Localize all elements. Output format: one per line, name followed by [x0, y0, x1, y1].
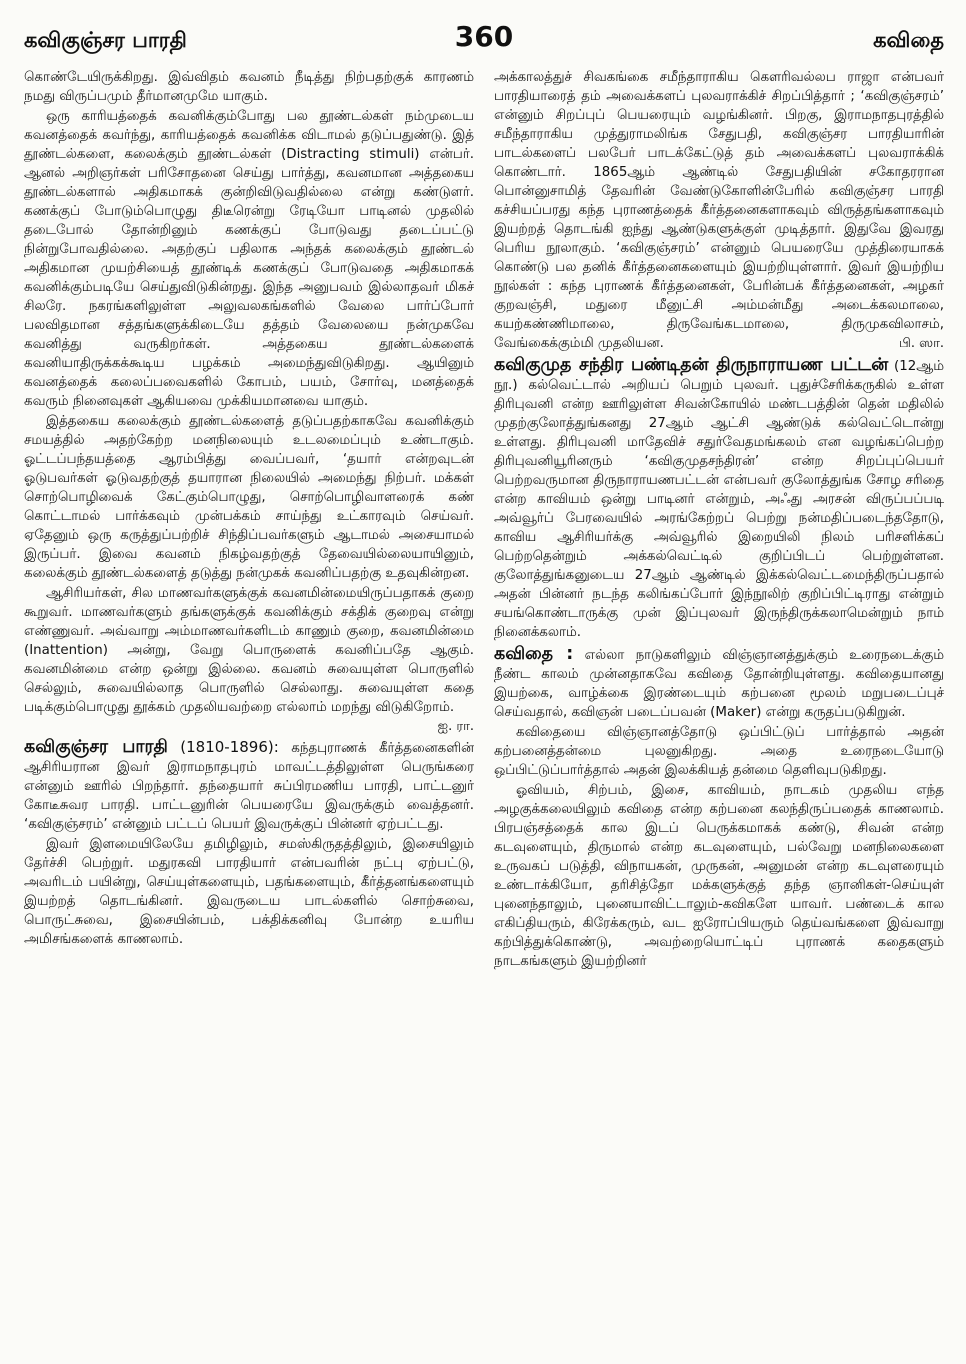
entry-title: கவிதை :: [494, 644, 574, 664]
page-header: [24, 20, 944, 60]
author-signature: ஐ. ரா.: [437, 719, 474, 734]
entry-paragraph: [494, 643, 944, 722]
left-column: [24, 68, 474, 1346]
entry-paragraph: [494, 354, 944, 642]
paragraph-text: எல்லா நாடுகளிலும் விஞ்ஞானத்துக்கும் உரைநடைக்கும் நீண்ட காலம் முன்னதாகவே கவிதை தோன்றியுள்ளது. கவிதையானது இயற்கை, வாழ்க்கை இரண்டையும் கற்பனை மூலம் மறுபடைப்புச் செய்வதால், கவிஞன் படைப்பவன் (Maker) என்று கருதப்படுகிறுன்.: [494, 648, 944, 720]
entry-title: கவிகுஞ்சர பாரதி: [24, 737, 168, 757]
right-column: [494, 68, 944, 1346]
paragraph: கவிதையை விஞ்ஞானத்தோடு ஒப்பிட்டுப் பார்த்தால் அதன் கற்பனைத்தன்மை புலனுகிறது. அதை உரைநடையோடு ஒப்பிட்டுப்பார்த்தால் அதன் இலக்கியத் தன்மை தெளிவுபடுகிறது.: [494, 725, 944, 778]
paragraph: [24, 584, 474, 734]
author-signature: பி. ஸா.: [898, 336, 944, 351]
paragraph-text: (12ஆம் நூ.) கல்வெட்டால் அறியப் பெறும் புலவர். புதுச்சேரிக்கருகில் உள்ள திரிபுவனி என்ற ஊரிலுள்ள சிவன்கோயில் மண்டபத்தின் தென் மதிலில் முதற்குலோத்துங்கனது 27ஆம் ஆட்சி ஆண்டுக் கல்வெட்டொன்று உள்ளது. திரிபுவனி மாதேவிச் சதுர்வேதமங்கலம் என வழங்கப்பெற்ற திரிபுவனியூரினரும் ‘கவிகுமுதசந்திரன்’ என்ற சிறப்புப்பெயர் பெற்றவருமான திருநாராயணபட்டன் என்பவர் குலோத்துங்க சோழ சரிதை என்ற காவியம் ஒன்று பாடினர் என்றும், அஃது அரசன் விருப்பப்படி அவ்வூர்ப் பேரவையில் அரங்கேற்றப் பெற்று நன்மதிப்படைந்ததோடு, காவிய ஆசிரியர்க்கு அவ்வூரில் இறையிலி நிலம் பரிசளிக்கப் பெற்றதென்றும் அக்கல்வெட்டில் குறிப்பிடப் பெற்றுள்ளன. குலோத்துங்கனுடைய 27ஆம் ஆண்டில் இக்கல்வெட்டமைந்திருப்பதால் அதன் பின்னர் நடந்த கலிங்கப்போர் இந்நூலிற் குறிப்பிட்டிராது என்றும் சயங்கொண்டாருக்கு முன் இப்புலவர் இருந்திருக்கலாமென்றும் நாம் நினைக்கலாம்.: [494, 359, 944, 640]
paragraph: கொண்டேயிருக்கிறது. இவ்விதம் கவனம் நீடித்து நிற்பதற்குக் காரணம் நமது விருப்பமும் தீர்மானமுமே யாகும்.: [24, 70, 474, 104]
paragraph: இத்தகைய கலைக்கும் தூண்டல்களைத் தடுப்பதற்காகவே கவனிக்கும் சமயத்தில் அதற்கேற்ற மனநிலையும் உடலமைப்பும் உண்டாகும். ஓட்டப்பந்தயத்தை ஆரம்பித்து வைப்பவர், ‘தயார் என்றவுடன் ஓடுபவர்கள் ஓடுவதற்குத் தயாரான நிலையில் அமைந்து நிற்பர். மக்கள் சொற்பொழிவைக் கேட்கும்பொழுது, சொற்பொழிவாளரைக் கண் கொட்டாமல் பார்க்கவும் முன்பக்கம் சாய்ந்து உட்காரவும் செய்வர். ஏதேனும் ஒரு கருத்துப்பற்றிச் சிந்திப்பவர்களும் ஆடாமல் அசையாமல் இருப்பர். இவை கவனம் நிகழ்வதற்குத் தேவையில்லையாயினும், கலைக்கும் தூண்டல்களைத் தடுத்து நன்முகக் கவனிப்பதற்கு உதவுகின்றன.: [24, 414, 474, 581]
paragraph: இவர் இளமையிலேயே தமிழிலும், சமஸ்கிருதத்திலும், இசையிலும் தேர்ச்சி பெற்றுர். மதுரகவி பாரதியார் என்பவரின் நட்பு ஏற்பட்டு, அவரிடம் பயின்று, செய்யுள்களையும், பதங்களையும், கீர்த்தனங்களையும் இயற்றத் தொடங்கினர். இவருடைய பாடல்களில் சொற்சுவை, பொருட்சுவை, இசையின்பம், பக்திக்கனிவு போன்ற உயரிய அமிசங்களைக் காணலாம்.: [24, 837, 474, 947]
running-head-right: கவிதை: [873, 28, 944, 52]
paragraph: ஒரு காரியத்தைக் கவனிக்கும்போது பல தூண்டல்கள் நம்முடைய கவனத்தைக் கவர்ந்து, காரியத்தைக் கவனிக்க விடாமல் தடுப்பதுண்டு. இத் தூண்டல்களை, கலைக்கும் தூண்டல்கள் (Distracting stimuli) என்பர். ஆனல் அறிஞர்கள் பரிசோதனை செய்து பார்த்து, கவனமான அத்தகைய தூண்டல்களால் அதிகமாகக் குன்றிவிடுவதில்லை என்று கண்டுளர். கணக்குப் போடும்பொழுது திடீரென்று ரேடியோ பாடினல் முதலில் தடைபோல் தோன்றினும் கணக்குப் போடுவது தடைப்பட்டு நின்றுபோவதில்லை. அதற்குப் பதிலாக அந்தக் கலைக்கும் தூண்டல் அதிகமான முயற்சியைத் தூண்டிக் கணக்குப் போடுவதை அதிகமாகக் கவனிக்கும்படியே செய்துவிடுகின்றது. இந்த அனுபவம் இல்லாதவர் மிகச் சிலரே. நகரங்களிலுள்ள அலுவலகங்களில் வேலை பார்ப்போர் பலவிதமான சத்தங்களுக்கிடையே தத்தம் வேலையை நன்முகவே கவனித்து வருகிறர்கள். அத்தகைய தூண்டல்களைக் கவனியாதிருக்கக்கூடிய பழக்கம் அமைந்துவிடுகிறது. ஆயினும் கவனத்தைக் கலைப்பவைகளில் கோபம், பயம், சோர்வு, மனத்தைக் கவரும் நினைவுகள் ஆகியவை முக்கியமானவை யாகும்.: [24, 109, 474, 409]
page-number: 360: [454, 20, 514, 53]
entry-dates: (1810-1896):: [180, 738, 279, 756]
entry-paragraph: [24, 736, 474, 834]
entry-title: கவிகுமுத சந்திர பண்டிதன் திருநாராயண பட்டன்: [494, 355, 889, 375]
paragraph-text: ஆசிரியர்கள், சில மாணவர்களுக்குக் கவனமின்மையிருப்பதாகக் குறை கூறுவர். மாணவர்களும் தங்களுக்குக் கவனிக்கும் சக்திக் குறைவு என்று எண்ணுவர். அவ்வாறு அம்மாணவர்களிடம் காணும் குறை, கவனமின்மை (Inattention) அன்று, வேறு பொருளைக் கவனிப்பதே ஆகும். கவனமின்மை என்ற ஒன்று இல்லை. கவனம் சுவையுள்ள பொருளில் செல்லும், சுவையில்லாத பொருளில் செல்லாது. சுவையுள்ள கதை படிக்கும்பொழுது தூக்கம் முதலியவற்றை எல்லாம் மறந்து விடுகிறோம்.: [24, 586, 474, 715]
running-head-left: கவிகுஞ்சர பாரதி: [24, 28, 187, 52]
paragraph: ஓவியம், சிற்பம், இசை, காவியம், நாடகம் முதலிய எந்த அழகுக்கலையிலும் கவிதை என்ற கற்பனை கலந்திருப்பதைக் காணலாம். பிரபஞ்சத்தைக் கால இடப் பெருக்கமாகக் கண்டு, சிவன் என்ற கடவுளையும், திருமால் என்ற கடவுளையும், பல்வேறு மனநிலைகளை உருவகப் படுத்தி, விநாயகன், முருகன், அனுமன் என்ற கடவுளரையும் உண்டாக்கியோ, தரிசித்தோ மக்களுக்குத் தந்த ஞானிகள்-செய்யுள் புனைந்தாலும், புனையாவிட்டாலும்-கவிகளே யாவர். பண்டைக் கால எகிப்தியரும், கிரேக்கரும், வட ஐரோப்பியரும் தெய்வங்களை இவ்வாறு கற்பித்துக்கொண்டு, அவற்றையொட்டிப் புராணக் கதைகளும் நாடகங்களும் இயற்றினர்: [494, 783, 944, 969]
paragraph-text: அக்காலத்துச் சிவகங்கை சமீந்தாராகிய கௌரிவல்லப ராஜா என்பவர் பாரதியாரைத் தம் அவைக்களப் புலவராக்கிச் சிறப்பித்தார் ; ‘கவிகுஞ்சரம்’ என்னும் சிறப்புப் பெயரையும் வழங்கினர். பிறகு, இராமநாதபுரத்தில் சமீந்தாராகிய முத்துராமலிங்க சேதுபதி, கவிகுஞ்சர பாரதியாரின் பாடல்களைப் பலபேர் பாடக்கேட்டுத் தம் அவைக்களப் புலவராக்கிக் கொண்டார். 1865ஆம் ஆண்டில் சேதுபதியின் சகோதரரான பொன்னுசாமித் தேவரின் வேண்டுகோளின்பேரில் கவிகுஞ்சர பாரதி கச்சியப்பரது கந்த புராணத்தைக் கீர்த்தனைகளாகவும் விருத்தங்களாகவும் இயற்றத் தொடங்கி ஐந்து ஆண்டுகளுக்குள் முடித்தார். இதுவே இவரது பெரிய நூலாகும். ‘கவிகுஞ்சரம்’ என்னும் பெயரையே முத்திரையாகக் கொண்டு பல தனிக் கீர்த்தனைகளையும் இயற்றியுள்ளார். இவர் இயற்றிய நூல்கள் : கந்த புராணக் கீர்த்தனைகள், பேரின்பக் கீர்த்தனைகள், அழகர் குறவஞ்சி, மதுரை மீனுட்சி அம்மன்மீது அடைக்கலமாலை, கயற்கண்ணிமாலை, திருவேங்கடமாலை, திருமுகவிலாசம், வேங்கைக்கும்மி முதலியன.: [494, 70, 944, 351]
paragraph: [494, 68, 944, 353]
paragraph-text: கந்தபுராணக் கீர்த்தனைகளின் ஆசிரியரான இவர் இராமநாதபுரம் மாவட்டத்திலுள்ள பெருங்கரை என்னும் ஊரில் பிறந்தார். தந்தையார் சுப்பிரமணிய பாரதி, பாட்டனுர் கோடீசுவர பாரதி. பாட்டனுரின் பெயரையே இவருக்கும் வைத்தனர். ‘கவிகுஞ்சரம்’ என்னும் பட்டப் பெயர் இவருக்குப் பின்னர் ஏற்பட்டது.: [24, 741, 474, 832]
